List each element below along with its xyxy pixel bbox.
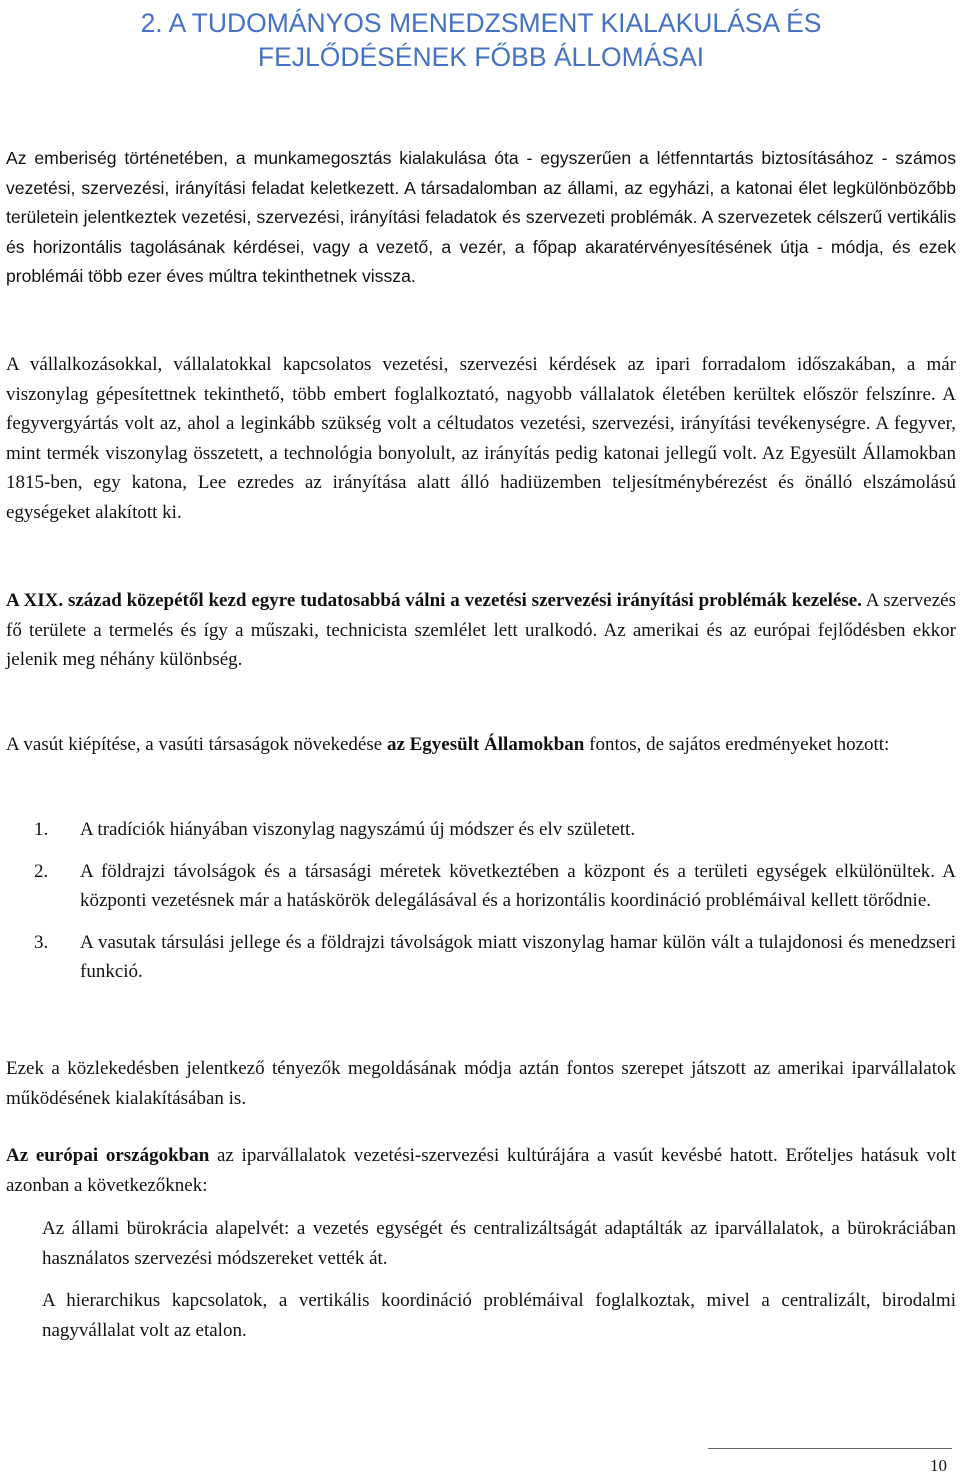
chapter-title [6, 6, 956, 74]
chapter-title-line-2: FEJLŐDÉSÉNEK FŐBB ÁLLOMÁSAI [257, 42, 705, 72]
paragraph-3-rest: A szervezés fő területe a termelés és így a műszaki, technicista szemlélet lett uralkodó. Az amerikai és az európai fejlődésben ekkor jelenik meg néhány különbség. [6, 590, 956, 670]
paragraph-6 [6, 1141, 956, 1200]
chapter-title-line-1: 2. A TUDOMÁNYOS MENEDZSMENT KIALAKULÁSA ÉS [140, 8, 822, 38]
paragraph-4 [6, 730, 956, 760]
paragraph-5: Ezek a közlekedésben jelentkező tényezők megoldásának módja aztán fontos szerepet játszott az amerikai iparvállalatok működésének kialakításában is. [6, 1058, 956, 1109]
list-item-text: A vasutak társulási jellege és a földrajzi távolságok miatt viszonylag hamar külön vált a tulajdonosi és menedzseri funkció. [80, 931, 956, 982]
list-item-number: 2. [34, 860, 49, 882]
list-item [34, 815, 956, 845]
list-item-number: 3. [34, 931, 49, 953]
paragraph-1: Az emberiség történetében, a munkamegosztás kialakulása óta - egyszerűen a létfenntartás biztosításához - számos vezetési, szervezési, irányítási feladat keletkezett. A társadalomban az állami, az egyházi, a katonai élet legkülönbözőbb területein jelentkeztek vezetési, szervezési, irányítási feladatok és szervezeti problémák. A szervezetek célszerű vertikális és horizontális tagolásának kérdései, vagy a vezető, a vezér, a főpap akaratérvényesítésének útja - módja, és ezek problémái több ezer éves múltra tekinthetnek vissza. [6, 148, 956, 286]
paragraph-2: A vállalkozásokkal, vállalatokkal kapcsolatos vezetési, szervezési kérdések az ipari forradalom időszakában, a már viszonylag gépesítettnek tekinthető, több embert foglalkoztató, nagyobb vállalatok életében kerültek először felszínre. A fegyvergyártás volt az, ahol a leginkább szükség volt a céltudatos vezetési, szervezési, irányítási tevékenységre. A fegyver, mint termék viszonylag összetett, a technológia bonyolult, az irányítás pedig katonai jellegű volt. Az Egyesült Államokban 1815-ben, egy katona, Lee ezredes az irányítása alatt álló hadiüzemben teljesítménybérezést és önálló elszámolású egységeket alakított ki. [6, 354, 956, 523]
page-number: 10 [930, 1456, 947, 1475]
paragraph-4-bold: az Egyesült Államokban [386, 734, 585, 755]
paragraph-3-bold: A XIX. század közepétől kezd egyre tudatosabbá válni a vezetési szervezési irányítási problémák kezelése. [6, 590, 862, 611]
list-item [34, 857, 956, 916]
paragraph-4-end: fontos, de sajátos eredményeket hozott: [584, 734, 890, 755]
indented-paragraph-1: Az állami bürokrácia alapelvét: a vezetés egységét és centralizáltságát adaptálták az iparvállalatok, a bürokráciában használatos szervezési módszereket vették át. [42, 1218, 956, 1269]
list-item-text: A tradíciók hiányában viszonylag nagyszámú új módszer és elv született. [80, 819, 636, 840]
footer-divider [708, 1448, 952, 1449]
paragraph-3 [6, 586, 956, 675]
list-item-text: A földrajzi távolságok és a társasági méretek következtében a központ és a területi egységek elkülönültek. A központi vezetésnek már a hatáskörök delegálásával és a horizontális koordináció problémáival kellett törődnie. [80, 860, 956, 911]
paragraph-6-rest: az iparvállalatok vezetési-szervezési kultúrájára a vasút kevésbé hatott. Erőteljes hatásuk volt azonban a következőknek: [6, 1145, 956, 1196]
numbered-list [34, 815, 956, 987]
list-item-number: 1. [34, 819, 49, 840]
paragraph-4-start: A vasút kiépítése, a vasúti társaságok növekedése [6, 734, 387, 755]
list-item [34, 928, 956, 987]
indented-paragraph-2: A hierarchikus kapcsolatok, a vertikális koordináció problémáival foglalkoztak, mivel a centralizált, birodalmi nagyvállalat volt az etalon. [42, 1290, 956, 1341]
paragraph-6-bold: Az európai országokban [6, 1145, 210, 1166]
